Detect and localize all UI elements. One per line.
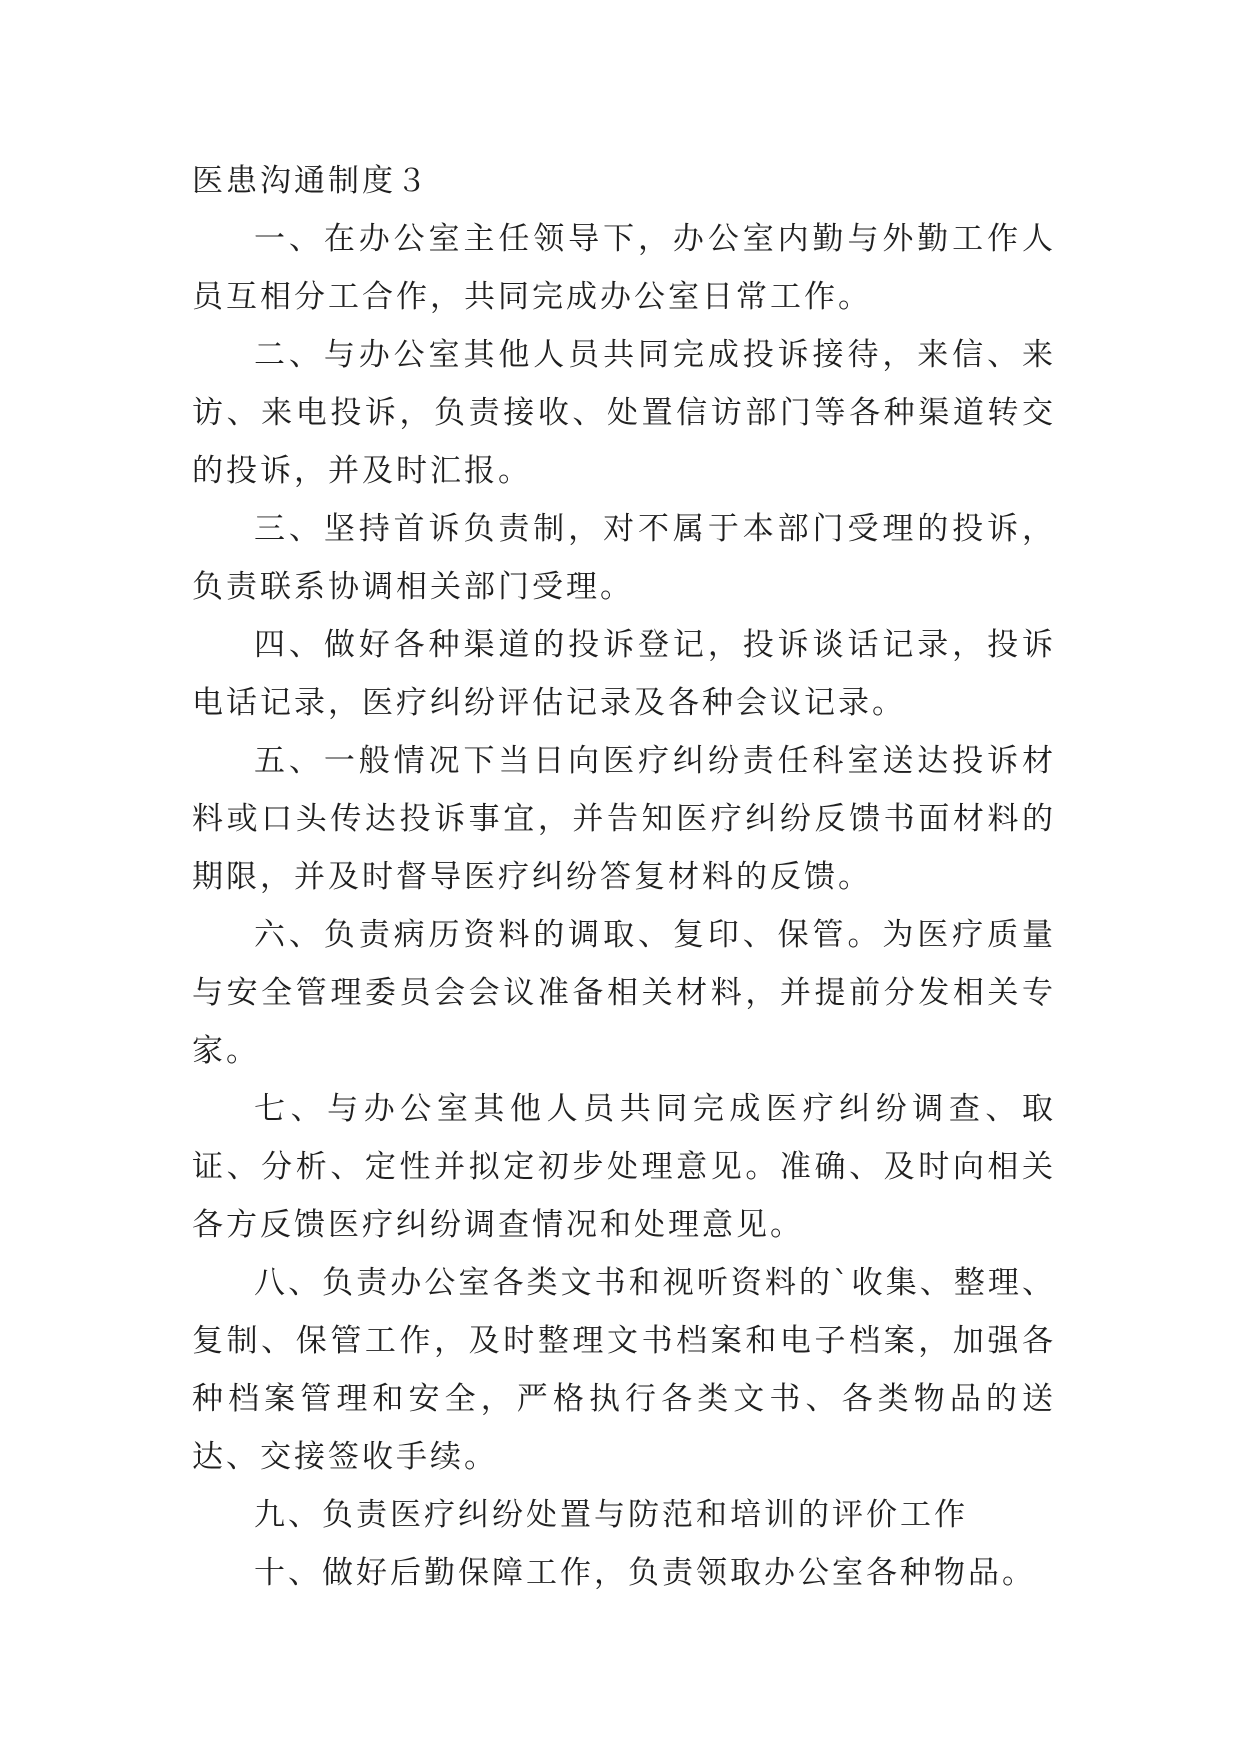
paragraph-2: 二、与办公室其他人员共同完成投诉接待，来信、来访、来电投诉，负责接收、处置信访部门等各种渠道转交的投诉，并及时汇报。 [192,337,1056,489]
paragraph-6: 六、负责病历资料的调取、复印、保管。为医疗质量与安全管理委员会会议准备相关材料，并提前分发相关专家。 [192,917,1056,1069]
paragraph-5: 五、一般情况下当日向医疗纠纷责任科室送达投诉材料或口头传达投诉事宜，并告知医疗纠纷反馈书面材料的期限，并及时督导医疗纠纷答复材料的反馈。 [192,743,1056,895]
paragraph-4: 四、做好各种渠道的投诉登记，投诉谈话记录，投诉电话记录，医疗纠纷评估记录及各种会议记录。 [192,627,1056,721]
paragraph-1: 一、在办公室主任领导下，办公室内勤与外勤工作人员互相分工合作，共同完成办公室日常工作。 [192,221,1056,315]
paragraph-8: 八、负责办公室各类文书和视听资料的`收集、整理、复制、保管工作，及时整理文书档案和电子档案，加强各种档案管理和安全，严格执行各类文书、各类物品的送达、交接签收手续。 [192,1265,1056,1475]
document-body [192,152,1056,1602]
paragraph-10: 十、做好后勤保障工作，负责领取办公室各种物品。 [254,1555,1036,1591]
paragraph-9: 九、负责医疗纠纷处置与防范和培训的评价工作 [254,1497,968,1533]
document-title: 医患沟通制度３ [192,163,430,199]
paragraph-7: 七、与办公室其他人员共同完成医疗纠纷调查、取证、分析、定性并拟定初步处理意见。准确、及时向相关各方反馈医疗纠纷调查情况和处理意见。 [192,1091,1056,1243]
paragraph-3: 三、坚持首诉负责制，对不属于本部门受理的投诉，负责联系协调相关部门受理。 [192,511,1056,605]
